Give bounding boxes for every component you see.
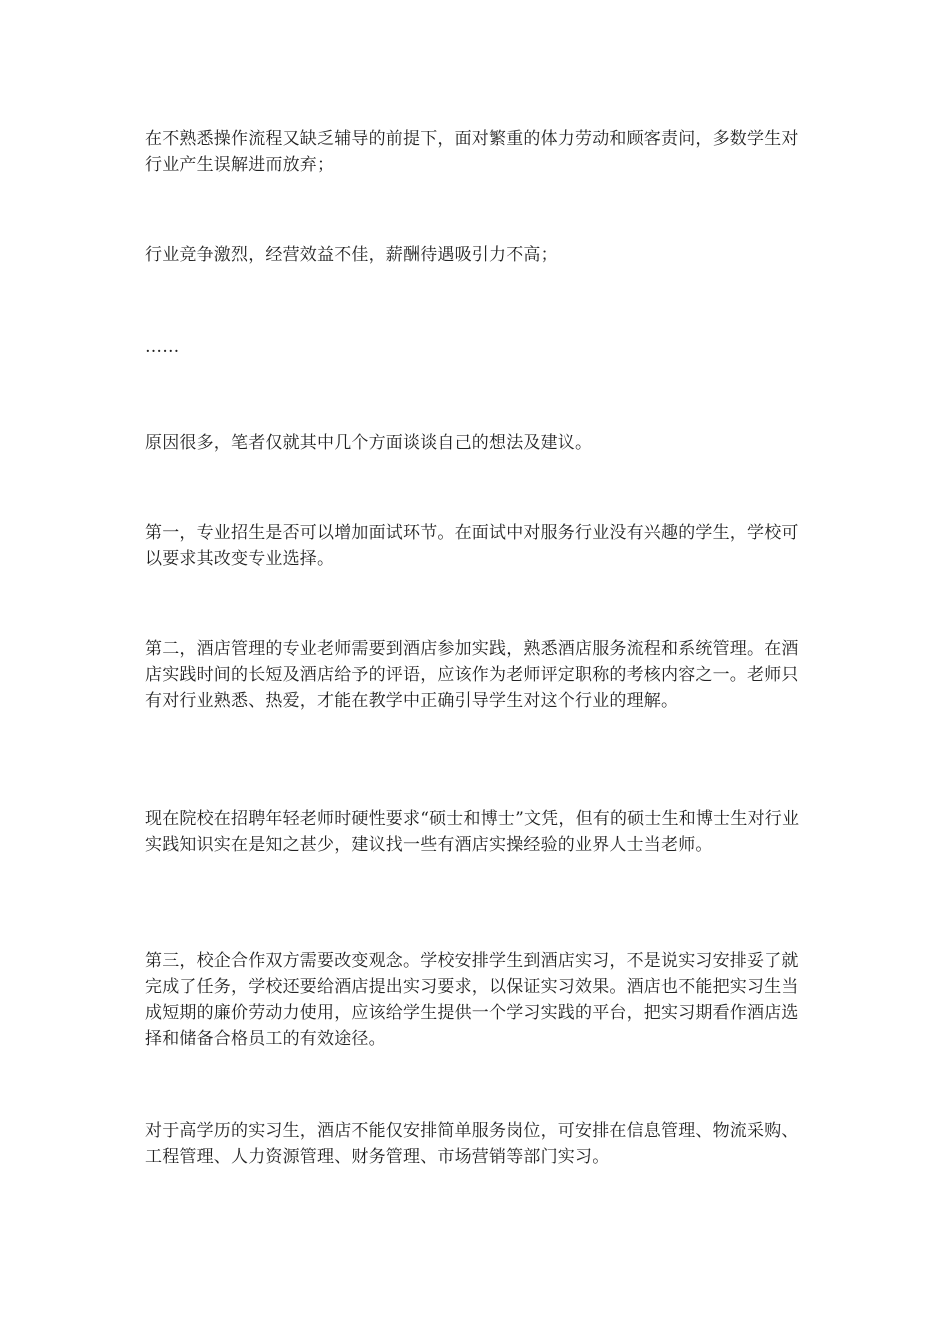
paragraph-9: 对于高学历的实习生，酒店不能仅安排简单服务岗位，可安排在信息管理、物流采购、工程管理、人力资源管理、财务管理、市场营销等部门实习。 — [145, 1121, 799, 1167]
paragraph-4: 原因很多，笔者仅就其中几个方面谈谈自己的想法及建议。 — [145, 433, 593, 453]
paragraph-7: 现在院校在招聘年轻老师时硬性要求“硕士和博士”文凭，但有的硕士生和博士生对行业实践知识实在是知之甚少，建议找一些有酒店实操经验的业界人士当老师。 — [145, 809, 800, 855]
paragraph-3-ellipsis: …… — [145, 337, 180, 357]
paragraph-2: 行业竞争激烈，经营效益不佳，薪酬待遇吸引力不高； — [145, 245, 558, 265]
paragraph-1: 在不熟悉操作流程又缺乏辅导的前提下，面对繁重的体力劳动和顾客责问，多数学生对行业产生误解进而放弃； — [145, 129, 799, 175]
paragraph-6: 第二，酒店管理的专业老师需要到酒店参加实践，熟悉酒店服务流程和系统管理。在酒店实践时间的长短及酒店给予的评语，应该作为老师评定职称的考核内容之一。老师只有对行业熟悉、热爱，才能在教学中正确引导学生对这个行业的理解。 — [145, 639, 799, 711]
paragraph-8: 第三，校企合作双方需要改变观念。学校安排学生到酒店实习，不是说实习安排妥了就完成了任务，学校还要给酒店提出实习要求，以保证实习效果。酒店也不能把实习生当成短期的廉价劳动力使用，应该给学生提供一个学习实践的平台，把实习期看作酒店选择和储备合格员工的有效途径。 — [145, 951, 799, 1049]
paragraph-5: 第一，专业招生是否可以增加面试环节。在面试中对服务行业没有兴趣的学生，学校可以要求其改变专业选择。 — [145, 523, 799, 569]
